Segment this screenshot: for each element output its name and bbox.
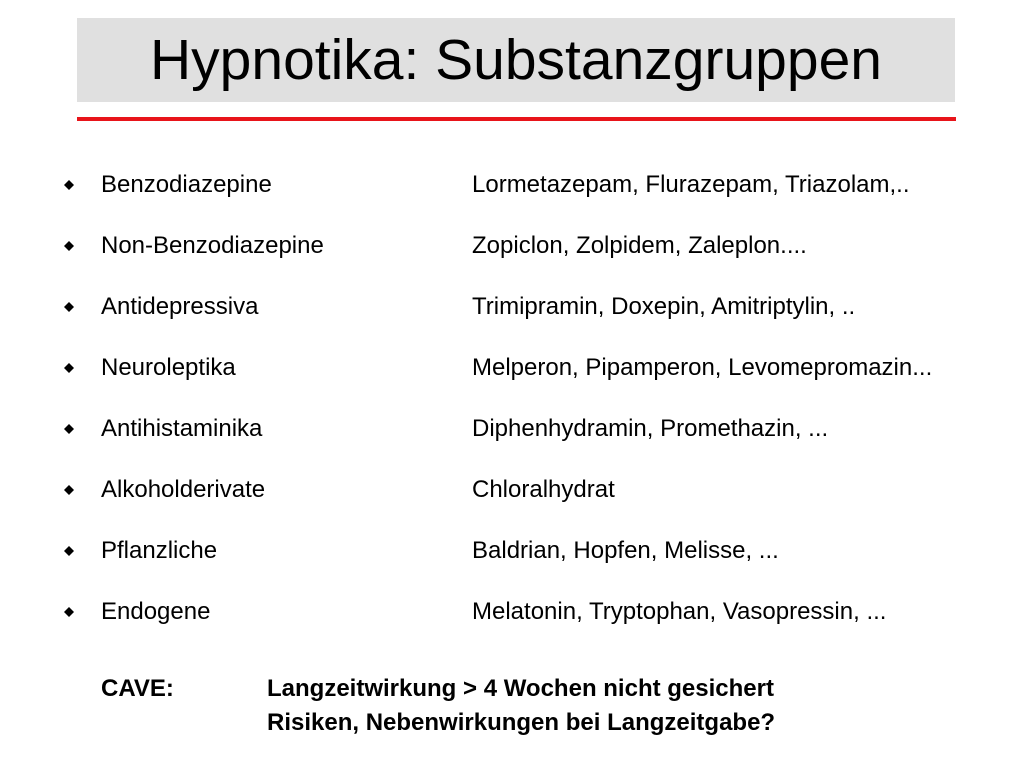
- cave-warning: [101, 672, 1001, 752]
- diamond-bullet-icon: [64, 302, 74, 312]
- substance-examples: Melatonin, Tryptophan, Vasopressin, ...: [472, 598, 887, 625]
- diamond-bullet-icon: [64, 485, 74, 495]
- list-item: [0, 594, 1024, 630]
- substance-group-name: Alkoholderivate: [101, 476, 266, 503]
- list-item: [0, 289, 1024, 325]
- substance-group-name: Neuroleptika: [101, 354, 236, 381]
- substance-group-name: Non-Benzodiazepine: [101, 232, 324, 259]
- diamond-bullet-icon: [64, 546, 74, 556]
- slide-title: Hypnotika: Substanzgruppen: [150, 27, 882, 92]
- substance-group-name: Antidepressiva: [101, 293, 259, 320]
- list-item: [0, 533, 1024, 569]
- substance-examples: Lormetazepam, Flurazepam, Triazolam,..: [472, 171, 910, 198]
- diamond-bullet-icon: [64, 180, 74, 190]
- substance-group-name: Endogene: [101, 598, 211, 625]
- cave-label: CAVE:: [101, 675, 174, 702]
- substance-examples: Zopiclon, Zolpidem, Zaleplon....: [472, 232, 807, 259]
- substance-examples: Baldrian, Hopfen, Melisse, ...: [472, 537, 779, 564]
- substance-examples: Diphenhydramin, Promethazin, ...: [472, 415, 829, 442]
- substance-examples: Chloralhydrat: [472, 476, 615, 503]
- substance-examples: Melperon, Pipamperon, Levomepromazin...: [472, 354, 933, 381]
- list-item: [0, 228, 1024, 264]
- list-item: [0, 167, 1024, 203]
- substance-group-name: Pflanzliche: [101, 537, 218, 564]
- cave-line-longterm-effect: Langzeitwirkung > 4 Wochen nicht gesichert: [267, 675, 774, 702]
- diamond-bullet-icon: [64, 607, 74, 617]
- list-item: [0, 350, 1024, 386]
- list-item: [0, 411, 1024, 447]
- cave-line-risks: Risiken, Nebenwirkungen bei Langzeitgabe?: [267, 709, 776, 736]
- list-item: [0, 472, 1024, 508]
- diamond-bullet-icon: [64, 363, 74, 373]
- diamond-bullet-icon: [64, 424, 74, 434]
- substance-group-name: Benzodiazepine: [101, 171, 272, 198]
- diamond-bullet-icon: [64, 241, 74, 251]
- substance-examples: Trimipramin, Doxepin, Amitriptylin, ..: [472, 293, 856, 320]
- substance-group-name: Antihistaminika: [101, 415, 263, 442]
